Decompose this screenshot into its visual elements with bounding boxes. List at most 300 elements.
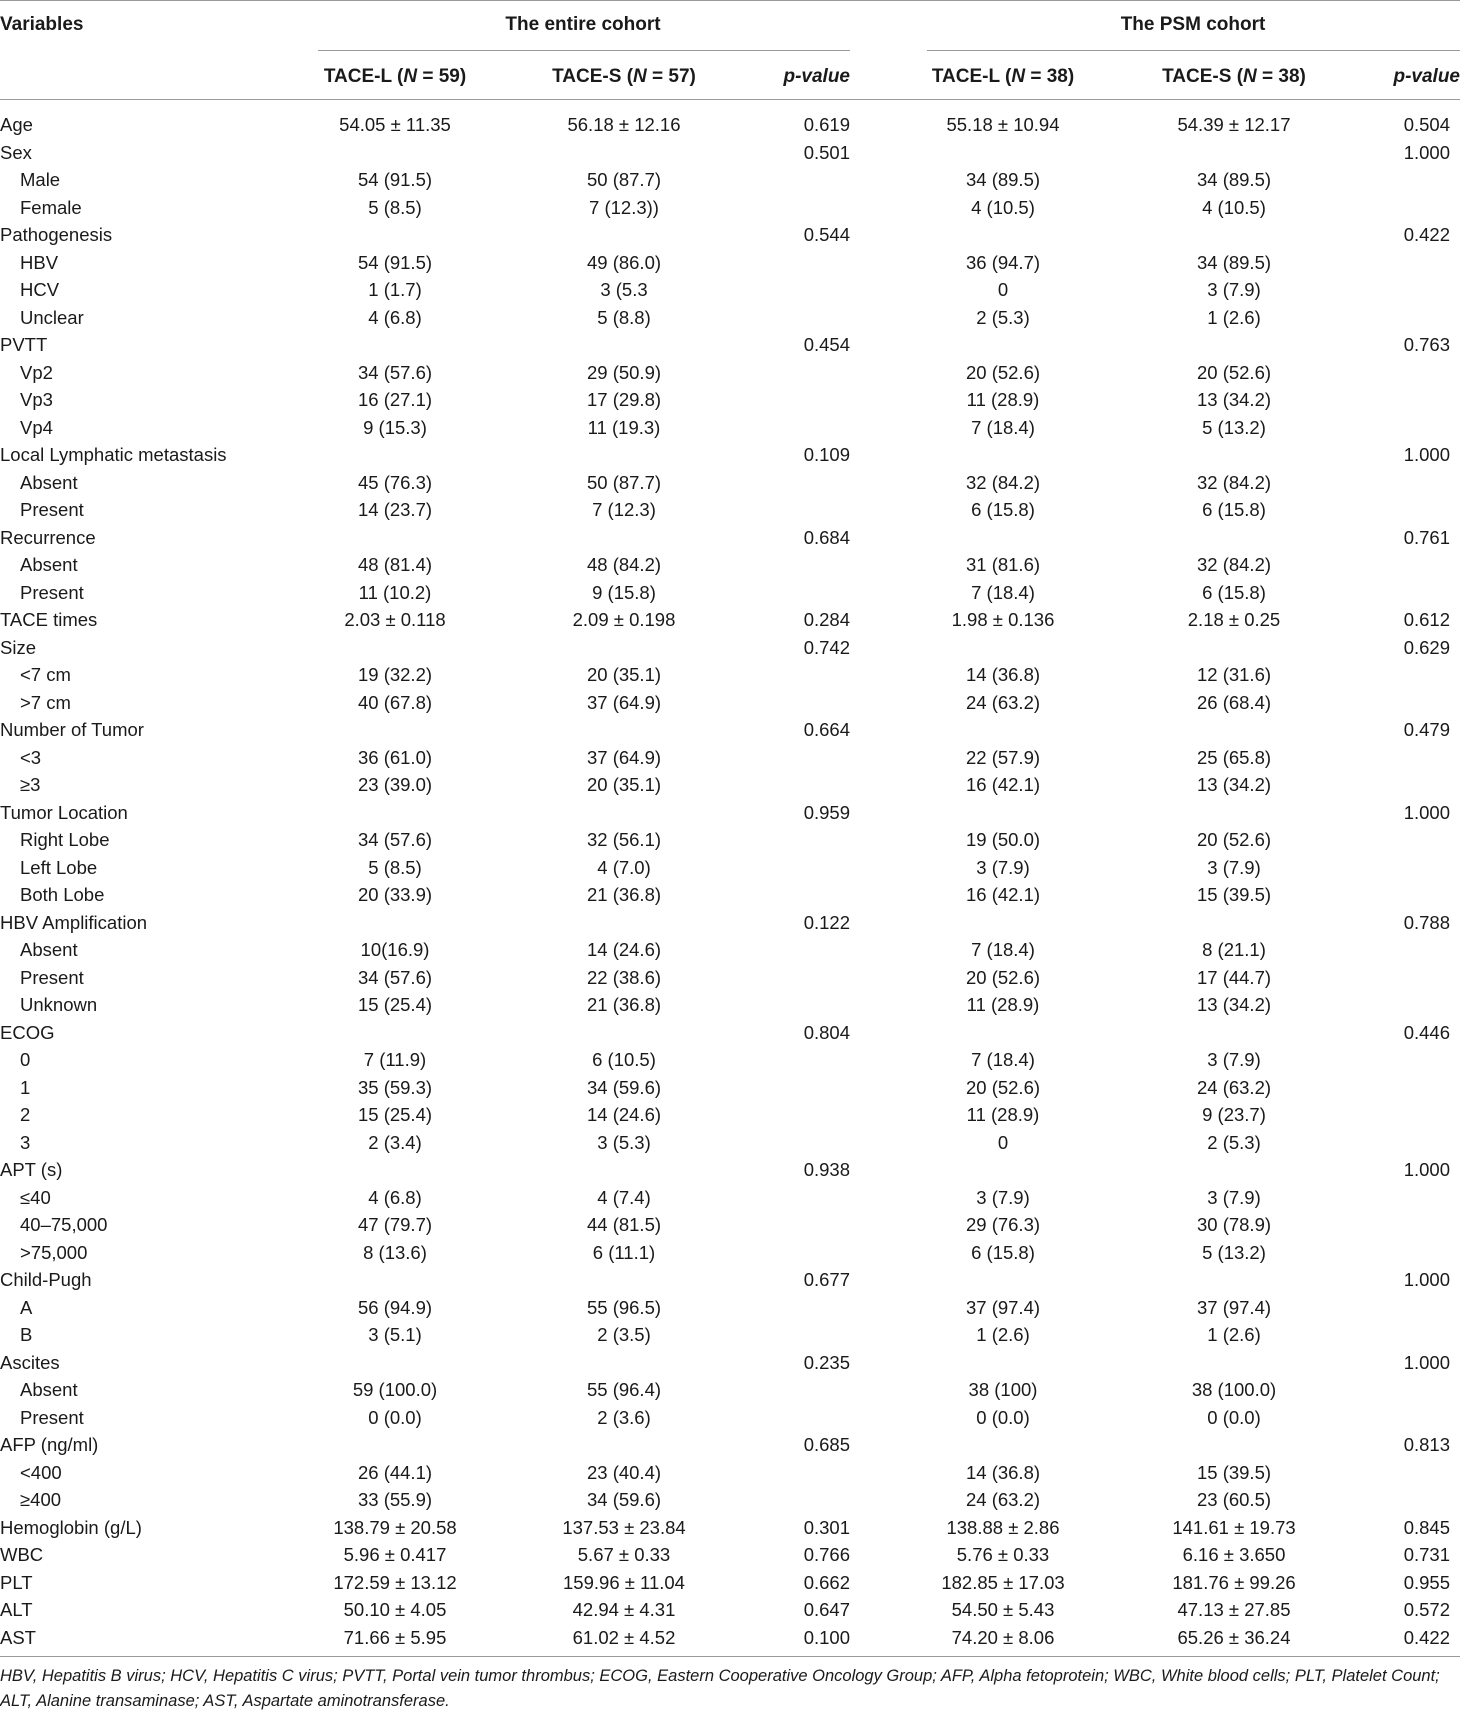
row-label: Ascites [0, 1351, 60, 1373]
entire-pvalue-cell: 0.454 [803, 334, 850, 355]
table-row [0, 112, 1460, 140]
psm-tace-s-cell: 65.26 ± 36.24 [1177, 1626, 1291, 1648]
psm-pvalue-cell: 0.761 [1403, 526, 1450, 548]
psm-tace-s-cell: 15 (39.5) [1196, 884, 1272, 905]
psm-pvalue-cell: 0.845 [1403, 1516, 1450, 1538]
entire-tace-l-cell: 3 (5.1) [368, 1324, 422, 1345]
table-row [0, 442, 1460, 470]
row-label: Pathogenesis [0, 224, 113, 245]
psm-tace-s-cell: 38 (100.0) [1191, 1379, 1277, 1400]
table-row [0, 965, 1460, 993]
psm-tace-l-cell: 24 (63.2) [965, 1489, 1041, 1510]
entire-tace-l-cell: 36 (61.0) [357, 746, 433, 768]
table-row [0, 580, 1460, 608]
psm-tace-l-cell: 182.85 ± 17.03 [941, 1571, 1065, 1593]
entire-pvalue-cell: 0.235 [803, 1351, 850, 1373]
table-row [0, 690, 1460, 718]
row-sublabel: 0 [20, 1049, 31, 1070]
table-row [0, 1102, 1460, 1130]
entire-tace-l-cell: 14 (23.7) [357, 499, 433, 520]
psm-cohort-rule [927, 50, 1460, 51]
table-row [0, 1020, 1460, 1048]
row-sublabel: Vp3 [20, 389, 53, 410]
table-row [0, 772, 1460, 800]
psm-tace-l-cell: 20 (52.6) [965, 966, 1041, 988]
entire-tace-s-cell: 49 (86.0) [586, 251, 662, 273]
entire-tace-s-cell: 11 (19.3) [587, 416, 661, 438]
entire-tace-s-cell: 6 (10.5) [592, 1049, 656, 1070]
table-row [0, 1295, 1460, 1323]
psm-tace-l-cell: 55.18 ± 10.94 [946, 114, 1060, 135]
table-row [0, 277, 1460, 305]
entire-tace-l-cell: 19 (32.2) [357, 664, 433, 685]
entire-tace-l-cell: 8 (13.6) [363, 1241, 427, 1263]
entire-pvalue-cell: 0.619 [803, 114, 850, 135]
entire-tace-l-cell: 7 (11.9) [363, 1049, 427, 1070]
entire-tace-l-cell: 54 (91.5) [357, 251, 433, 273]
entire-tace-s-cell: 50 (87.7) [586, 471, 662, 493]
table-row [0, 992, 1460, 1020]
row-sublabel: <7 cm [20, 664, 71, 685]
psm-tace-l-cell: 38 (100) [968, 1379, 1038, 1400]
table-row [0, 745, 1460, 773]
psm-pvalue-cell: 1.000 [1403, 141, 1450, 163]
entire-tace-l-cell: 48 (81.4) [357, 554, 433, 575]
entire-tace-s-cell: 42.94 ± 4.31 [572, 1599, 676, 1620]
entire-cohort-rule [318, 50, 850, 51]
row-sublabel: HBV [20, 251, 59, 273]
row-label: Hemoglobin (g/L) [0, 1516, 142, 1538]
table-row [0, 827, 1460, 855]
psm-tace-l-cell: 54.50 ± 5.43 [951, 1599, 1055, 1620]
psm-tace-l-cell: 31 (81.6) [965, 554, 1041, 575]
psm-pvalue-cell: 0.788 [1403, 911, 1450, 933]
row-sublabel: 1 [20, 1076, 31, 1098]
psm-tace-l-cell: 20 (52.6) [965, 1076, 1041, 1098]
table-row [0, 167, 1460, 195]
psm-tace-l-cell: 24 (63.2) [965, 691, 1041, 713]
psm-pvalue-cell: 0.629 [1403, 636, 1450, 658]
row-sublabel: Unknown [20, 994, 98, 1015]
row-label: APT (s) [0, 1159, 63, 1180]
psm-tace-s-cell: 20 (52.6) [1196, 361, 1272, 383]
header-pvalue-psm: p-value [1393, 66, 1460, 87]
psm-tace-l-cell: 74.20 ± 8.06 [951, 1626, 1055, 1648]
entire-tace-s-cell: 56.18 ± 12.16 [567, 114, 681, 135]
entire-pvalue-cell: 0.742 [803, 636, 850, 658]
table-row [0, 1075, 1460, 1103]
table-row [0, 525, 1460, 553]
table-row [0, 1047, 1460, 1075]
psm-tace-s-cell: 9 (23.7) [1202, 1104, 1266, 1125]
psm-tace-s-cell: 5 (13.2) [1202, 416, 1266, 438]
row-sublabel: <3 [20, 746, 42, 768]
psm-tace-l-cell: 37 (97.4) [965, 1296, 1041, 1318]
psm-tace-s-cell: 3 (7.9) [1207, 856, 1261, 878]
psm-tace-l-cell: 16 (42.1) [965, 774, 1041, 795]
header-variables: Variables [0, 14, 84, 35]
table-row [0, 1597, 1460, 1625]
entire-tace-l-cell: 26 (44.1) [357, 1461, 433, 1483]
psm-tace-s-cell: 47.13 ± 27.85 [1177, 1599, 1291, 1620]
entire-tace-l-cell: 59 (100.0) [352, 1379, 438, 1400]
entire-pvalue-cell: 0.301 [803, 1516, 850, 1538]
table-row [0, 1515, 1460, 1543]
row-sublabel: Absent [20, 554, 78, 575]
table-row [0, 470, 1460, 498]
entire-tace-l-cell: 5 (8.5) [368, 856, 422, 878]
psm-tace-l-cell: 2 (5.3) [976, 306, 1030, 328]
entire-tace-l-cell: 0 (0.0) [368, 1406, 422, 1428]
row-sublabel: Left Lobe [20, 856, 98, 878]
row-sublabel: Absent [20, 1379, 78, 1400]
psm-tace-s-cell: 6 (15.8) [1202, 499, 1266, 520]
entire-tace-l-cell: 15 (25.4) [357, 994, 433, 1015]
row-sublabel: Present [20, 499, 84, 520]
psm-tace-l-cell: 1.98 ± 0.136 [951, 609, 1055, 630]
entire-tace-s-cell: 61.02 ± 4.52 [572, 1626, 676, 1648]
header-tace-s-psm: TACE-S (N = 38) [1162, 66, 1306, 87]
entire-pvalue-cell: 0.109 [803, 444, 850, 465]
psm-tace-s-cell: 26 (68.4) [1196, 691, 1272, 713]
entire-tace-s-cell: 14 (24.6) [586, 1104, 662, 1125]
entire-tace-l-cell: 71.66 ± 5.95 [343, 1626, 447, 1648]
psm-tace-s-cell: 17 (44.7) [1196, 966, 1272, 988]
row-sublabel: Present [20, 966, 84, 988]
psm-tace-s-cell: 25 (65.8) [1196, 746, 1272, 768]
table-row [0, 855, 1460, 883]
table-row [0, 717, 1460, 745]
row-sublabel: <400 [20, 1461, 62, 1483]
row-sublabel: Absent [20, 471, 78, 493]
psm-tace-s-cell: 2.18 ± 0.25 [1187, 609, 1281, 630]
psm-tace-s-cell: 34 (89.5) [1196, 169, 1272, 190]
psm-tace-l-cell: 4 (10.5) [971, 196, 1035, 218]
table-row [0, 305, 1460, 333]
psm-pvalue-cell: 0.813 [1403, 1434, 1450, 1455]
entire-tace-l-cell: 4 (6.8) [368, 1186, 422, 1208]
row-label: HBV Amplification [0, 911, 148, 933]
entire-tace-s-cell: 32 (56.1) [586, 829, 662, 850]
table-footnote: HBV, Hepatitis B virus; HCV, Hepatitis C virus; PVTT, Portal vein tumor thrombus; ECOG, Eastern Cooperative Oncology Group; AFP, Alpha fetoprotein; WBC, White blood cells; PLT, Platelet Count; ALT, Alanine transaminase; AST, Aspartate aminotransferase. [0, 1667, 1440, 1710]
psm-pvalue-cell: 1.000 [1403, 1351, 1450, 1373]
entire-tace-l-cell: 47 (79.7) [357, 1214, 433, 1235]
row-sublabel: 40–75,000 [20, 1214, 108, 1235]
row-label: Sex [0, 141, 32, 163]
row-label: ALT [0, 1599, 33, 1620]
psm-tace-l-cell: 22 (57.9) [965, 746, 1041, 768]
psm-tace-s-cell: 20 (52.6) [1196, 829, 1272, 850]
table-row [0, 222, 1460, 250]
row-label: TACE times [0, 609, 98, 630]
row-label: Age [0, 114, 33, 135]
psm-pvalue-cell: 1.000 [1403, 1159, 1450, 1180]
psm-tace-s-cell: 34 (89.5) [1196, 251, 1272, 273]
table-row [0, 1570, 1460, 1598]
header-bottom-rule [0, 99, 1460, 100]
psm-tace-l-cell: 5.76 ± 0.33 [956, 1544, 1050, 1565]
entire-tace-s-cell: 29 (50.9) [586, 361, 662, 383]
row-sublabel: Present [20, 581, 84, 603]
psm-tace-s-cell: 13 (34.2) [1196, 994, 1272, 1015]
psm-tace-s-cell: 15 (39.5) [1196, 1461, 1272, 1483]
entire-pvalue-cell: 0.662 [803, 1571, 850, 1593]
row-sublabel: HCV [20, 279, 60, 300]
entire-pvalue-cell: 0.959 [803, 801, 850, 823]
row-sublabel: Vp4 [20, 416, 53, 438]
psm-tace-s-cell: 141.61 ± 19.73 [1172, 1516, 1296, 1538]
entire-tace-s-cell: 21 (36.8) [586, 884, 662, 905]
psm-tace-l-cell: 7 (18.4) [971, 416, 1035, 438]
entire-tace-l-cell: 15 (25.4) [357, 1104, 433, 1125]
table-row [0, 1487, 1460, 1515]
table-top-rule [0, 0, 1460, 1]
psm-tace-l-cell: 7 (18.4) [971, 581, 1035, 603]
entire-tace-s-cell: 21 (36.8) [586, 994, 662, 1015]
entire-tace-s-cell: 3 (5.3 [600, 279, 648, 300]
table-row [0, 1460, 1460, 1488]
psm-pvalue-cell: 1.000 [1403, 1269, 1450, 1290]
entire-tace-s-cell: 2.09 ± 0.198 [572, 609, 676, 630]
row-sublabel: Female [20, 196, 82, 218]
entire-tace-l-cell: 56 (94.9) [357, 1296, 433, 1318]
entire-pvalue-cell: 0.684 [803, 526, 850, 548]
psm-tace-s-cell: 32 (84.2) [1196, 554, 1272, 575]
entire-tace-l-cell: 50.10 ± 4.05 [343, 1599, 447, 1620]
table-row [0, 910, 1460, 938]
psm-tace-l-cell: 0 (0.0) [976, 1406, 1030, 1428]
psm-tace-s-cell: 32 (84.2) [1196, 471, 1272, 493]
psm-tace-s-cell: 6.16 ± 3.650 [1182, 1544, 1286, 1565]
row-label: Size [0, 636, 36, 658]
row-label: Tumor Location [0, 801, 128, 823]
entire-tace-s-cell: 44 (81.5) [586, 1214, 662, 1235]
psm-tace-l-cell: 11 (28.9) [966, 1104, 1040, 1125]
entire-tace-l-cell: 20 (33.9) [357, 884, 433, 905]
psm-tace-s-cell: 8 (21.1) [1202, 939, 1266, 960]
table-row [0, 1405, 1460, 1433]
table-row [0, 882, 1460, 910]
table-row [0, 1267, 1460, 1295]
psm-tace-l-cell: 1 (2.6) [976, 1324, 1030, 1345]
header-entire-cohort: The entire cohort [505, 14, 661, 35]
entire-tace-s-cell: 159.96 ± 11.04 [563, 1571, 685, 1593]
table-row [0, 552, 1460, 580]
entire-pvalue-cell: 0.501 [803, 141, 850, 163]
table-row [0, 937, 1460, 965]
entire-pvalue-cell: 0.766 [803, 1544, 850, 1565]
entire-pvalue-cell: 0.544 [803, 224, 850, 245]
row-sublabel: Male [20, 169, 61, 190]
psm-pvalue-cell: 0.422 [1403, 1626, 1450, 1648]
table-row [0, 1157, 1460, 1185]
psm-pvalue-cell: 0.572 [1403, 1599, 1450, 1620]
psm-tace-s-cell: 5 (13.2) [1202, 1241, 1266, 1263]
psm-tace-l-cell: 14 (36.8) [965, 1461, 1041, 1483]
entire-tace-s-cell: 5 (8.8) [597, 306, 651, 328]
entire-tace-s-cell: 7 (12.3) [592, 499, 656, 520]
row-label: AFP (ng/ml) [0, 1434, 99, 1455]
table-row [0, 387, 1460, 415]
row-sublabel: B [20, 1324, 33, 1345]
entire-tace-s-cell: 2 (3.5) [597, 1324, 651, 1345]
entire-tace-l-cell: 16 (27.1) [357, 389, 433, 410]
row-sublabel: ≥3 [20, 774, 41, 795]
entire-tace-l-cell: 172.59 ± 13.12 [333, 1571, 457, 1593]
psm-tace-s-cell: 13 (34.2) [1196, 389, 1272, 410]
entire-tace-s-cell: 48 (84.2) [586, 554, 662, 575]
table-body [0, 112, 1460, 1652]
entire-tace-s-cell: 4 (7.4) [597, 1186, 651, 1208]
psm-pvalue-cell: 0.504 [1403, 114, 1450, 135]
row-label: Child-Pugh [0, 1269, 92, 1290]
row-sublabel: Right Lobe [20, 829, 110, 850]
entire-tace-l-cell: 9 (15.3) [363, 416, 427, 438]
psm-tace-s-cell: 2 (5.3) [1207, 1131, 1261, 1153]
psm-tace-s-cell: 4 (10.5) [1202, 196, 1266, 218]
entire-pvalue-cell: 0.685 [803, 1434, 850, 1455]
table-row [0, 1322, 1460, 1350]
table-row [0, 607, 1460, 635]
entire-pvalue-cell: 0.647 [803, 1599, 850, 1620]
psm-tace-s-cell: 12 (31.6) [1196, 664, 1272, 685]
entire-tace-s-cell: 37 (64.9) [586, 691, 662, 713]
table-row [0, 635, 1460, 663]
table-row [0, 360, 1460, 388]
entire-tace-s-cell: 55 (96.5) [586, 1296, 662, 1318]
entire-tace-l-cell: 138.79 ± 20.58 [333, 1516, 457, 1538]
row-sublabel: Both Lobe [20, 884, 105, 905]
psm-tace-s-cell: 181.76 ± 99.26 [1172, 1571, 1296, 1593]
psm-pvalue-cell: 1.000 [1403, 801, 1450, 823]
table-row [0, 1542, 1460, 1570]
psm-tace-s-cell: 54.39 ± 12.17 [1177, 114, 1291, 135]
table-row [0, 1185, 1460, 1213]
psm-tace-l-cell: 7 (18.4) [971, 1049, 1035, 1070]
entire-tace-s-cell: 2 (3.6) [597, 1406, 651, 1428]
table-row [0, 800, 1460, 828]
entire-tace-l-cell: 1 (1.7) [368, 279, 422, 300]
entire-tace-s-cell: 137.53 ± 23.84 [562, 1516, 686, 1538]
table-row [0, 332, 1460, 360]
psm-tace-s-cell: 0 (0.0) [1207, 1406, 1261, 1428]
psm-tace-l-cell: 20 (52.6) [965, 361, 1041, 383]
entire-pvalue-cell: 0.677 [803, 1269, 850, 1290]
psm-tace-l-cell: 34 (89.5) [965, 169, 1041, 190]
entire-tace-s-cell: 37 (64.9) [586, 746, 662, 768]
psm-tace-l-cell: 6 (15.8) [971, 1241, 1035, 1263]
entire-tace-l-cell: 54 (91.5) [357, 169, 433, 190]
entire-pvalue-cell: 0.804 [803, 1021, 850, 1043]
table-row [0, 1350, 1460, 1378]
table-row [0, 662, 1460, 690]
entire-tace-s-cell: 23 (40.4) [586, 1461, 662, 1483]
psm-tace-l-cell: 11 (28.9) [966, 994, 1040, 1015]
psm-tace-s-cell: 6 (15.8) [1202, 581, 1266, 603]
psm-tace-l-cell: 29 (76.3) [965, 1214, 1041, 1235]
psm-tace-l-cell: 3 (7.9) [976, 1186, 1030, 1208]
entire-tace-s-cell: 14 (24.6) [586, 939, 662, 960]
entire-tace-l-cell: 2 (3.4) [368, 1131, 422, 1153]
psm-tace-s-cell: 24 (63.2) [1196, 1076, 1272, 1098]
table-row [0, 250, 1460, 278]
entire-tace-l-cell: 35 (59.3) [357, 1076, 433, 1098]
table-row [0, 1240, 1460, 1268]
entire-tace-l-cell: 45 (76.3) [357, 471, 433, 493]
row-label: ECOG [0, 1021, 55, 1043]
psm-tace-l-cell: 7 (18.4) [971, 939, 1035, 960]
row-label: WBC [0, 1544, 44, 1565]
entire-tace-s-cell: 7 (12.3)) [589, 196, 659, 218]
psm-tace-s-cell: 3 (7.9) [1207, 279, 1261, 300]
entire-tace-l-cell: 34 (57.6) [357, 829, 433, 850]
entire-tace-s-cell: 6 (11.1) [592, 1241, 656, 1263]
row-sublabel: Unclear [20, 306, 84, 328]
table-row [0, 1432, 1460, 1460]
entire-tace-l-cell: 4 (6.8) [368, 306, 422, 328]
psm-tace-l-cell: 19 (50.0) [965, 829, 1041, 850]
psm-tace-l-cell: 32 (84.2) [965, 471, 1041, 493]
entire-tace-s-cell: 22 (38.6) [586, 966, 662, 988]
entire-tace-l-cell: 10(16.9) [360, 939, 430, 960]
entire-tace-s-cell: 34 (59.6) [586, 1076, 662, 1098]
row-sublabel: 2 [20, 1104, 31, 1125]
psm-tace-l-cell: 3 (7.9) [976, 856, 1030, 878]
psm-tace-s-cell: 3 (7.9) [1207, 1186, 1261, 1208]
table-row [0, 1212, 1460, 1240]
psm-tace-s-cell: 30 (78.9) [1196, 1214, 1272, 1235]
entire-tace-s-cell: 20 (35.1) [586, 664, 662, 685]
row-label: PLT [0, 1571, 33, 1593]
row-sublabel: Present [20, 1406, 84, 1428]
psm-tace-l-cell: 14 (36.8) [965, 664, 1041, 685]
row-label: Number of Tumor [0, 719, 144, 740]
psm-pvalue-cell: 0.422 [1403, 224, 1450, 245]
entire-tace-l-cell: 5 (8.5) [368, 196, 422, 218]
psm-tace-l-cell: 0 [997, 279, 1009, 300]
entire-tace-s-cell: 55 (96.4) [586, 1379, 662, 1400]
row-sublabel: 3 [20, 1131, 31, 1153]
entire-pvalue-cell: 0.938 [803, 1159, 850, 1180]
psm-pvalue-cell: 1.000 [1403, 444, 1450, 465]
entire-tace-l-cell: 33 (55.9) [357, 1489, 433, 1510]
table-row [0, 195, 1460, 223]
header-pvalue-entire: p-value [783, 66, 850, 87]
psm-tace-s-cell: 23 (60.5) [1196, 1489, 1272, 1510]
entire-tace-s-cell: 9 (15.8) [592, 581, 656, 603]
header-tace-s-entire: TACE-S (N = 57) [552, 66, 696, 87]
entire-tace-l-cell: 23 (39.0) [357, 774, 433, 795]
psm-tace-s-cell: 1 (2.6) [1207, 1324, 1261, 1345]
entire-tace-s-cell: 17 (29.8) [586, 389, 662, 410]
row-sublabel: Absent [20, 939, 78, 960]
entire-tace-s-cell: 5.67 ± 0.33 [577, 1544, 671, 1565]
entire-pvalue-cell: 0.122 [803, 911, 850, 933]
entire-tace-s-cell: 34 (59.6) [586, 1489, 662, 1510]
table-row [0, 140, 1460, 168]
entire-tace-l-cell: 34 (57.6) [357, 361, 433, 383]
psm-tace-l-cell: 0 [997, 1131, 1009, 1153]
psm-tace-l-cell: 6 (15.8) [971, 499, 1035, 520]
row-sublabel: Vp2 [20, 361, 53, 383]
psm-tace-l-cell: 138.88 ± 2.86 [946, 1516, 1060, 1538]
entire-tace-l-cell: 34 (57.6) [357, 966, 433, 988]
psm-tace-s-cell: 3 (7.9) [1207, 1049, 1261, 1070]
table-row [0, 1130, 1460, 1158]
psm-pvalue-cell: 0.955 [1403, 1571, 1450, 1593]
entire-pvalue-cell: 0.284 [803, 609, 850, 630]
row-label: PVTT [0, 334, 48, 355]
